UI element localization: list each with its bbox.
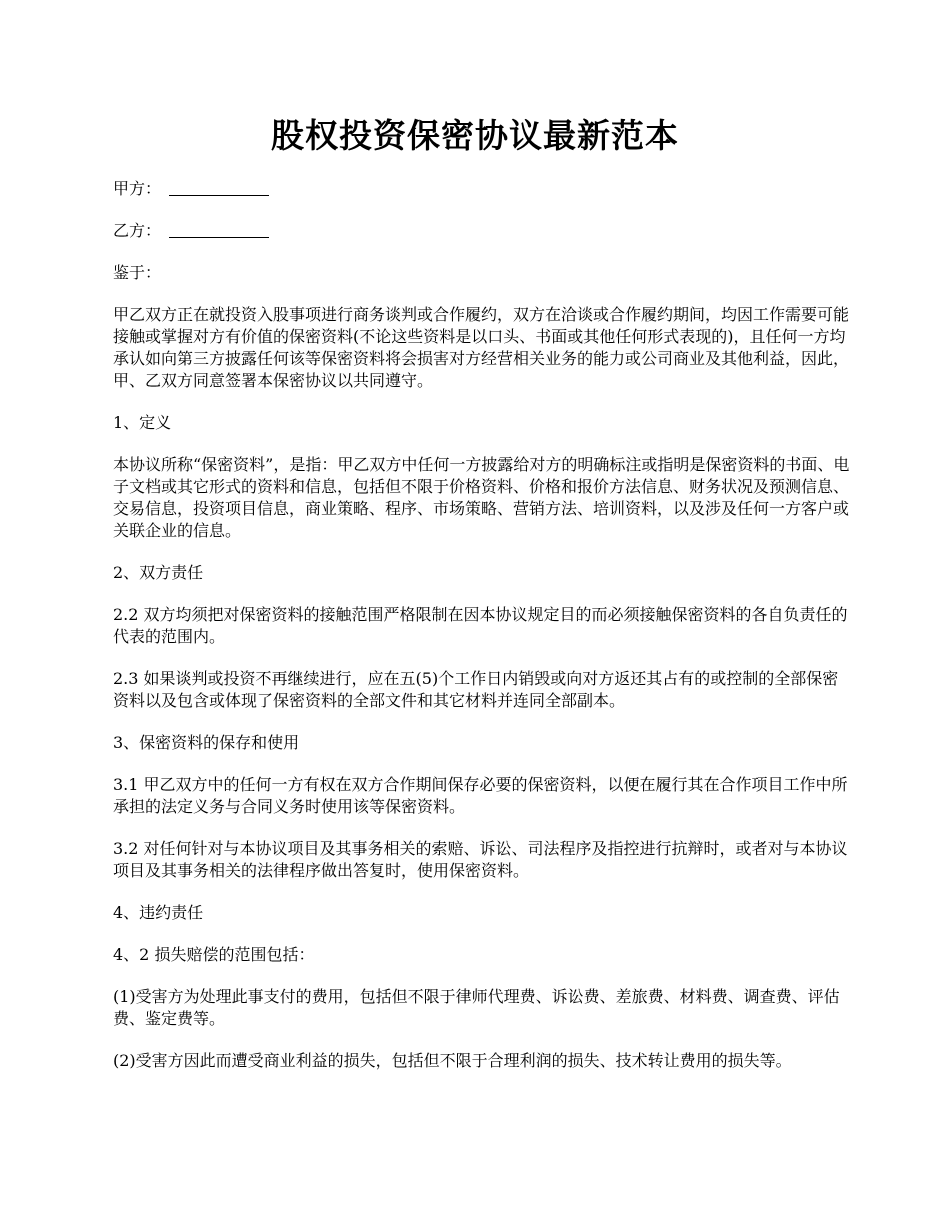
clause-3-1: 3.1 甲乙双方中的任何一方有权在双方合作期间保存必要的保密资料，以便在履行其在合作项目工作中所承担的法定义务与合同义务时使用该等保密资料。	[113, 775, 848, 816]
party-a-label: 甲方：	[113, 179, 162, 198]
clause-4-2: 4、2 损失赔偿的范围包括：	[113, 945, 315, 964]
party-b-blank	[169, 221, 269, 238]
preamble-paragraph: 甲乙双方正在就投资入股事项进行商务谈判或合作履约，双方在洽谈或合作履约期间，均因工作需要可能接触或掌握对方有价值的保密资料(不论这些资料是以口头、书面或其他任何形式表现的)，且任何一方均承认如向第三方披露任何该等保密资料将会损害对方经营相关业务的能力或公司商业及其他利益，因此，甲、乙双方同意签署本保密协议以共同遵守。	[113, 305, 850, 390]
clause-2-2: 2.2 双方均须把对保密资料的接触范围严格限制在因本协议规定目的而必须接触保密资料的各自负责任的代表的范围内。	[113, 605, 848, 646]
document-title: 股权投资保密协议最新范本	[271, 116, 679, 155]
section-3-heading: 3、保密资料的保存和使用	[113, 733, 300, 752]
party-a-line	[113, 178, 853, 200]
party-b-line	[113, 220, 853, 242]
damages-item-2: (2)受害方因此而遭受商业利益的损失，包括但不限于合理利润的损失、技术转让费用的损失等。	[113, 1051, 792, 1070]
whereas-label: 鉴于：	[113, 263, 162, 282]
section-4-heading: 4、违约责任	[113, 903, 204, 922]
clause-3-2: 3.2 对任何针对与本协议项目及其事务相关的索赔、诉讼、司法程序及指控进行抗辩时，或者对与本协议项目及其事务相关的法律程序做出答复时，使用保密资料。	[113, 839, 848, 880]
party-a-blank	[169, 179, 269, 196]
section-1-heading: 1、定义	[113, 413, 172, 432]
section-2-heading: 2、双方责任	[113, 563, 204, 582]
clause-2-3: 2.3 如果谈判或投资不再继续进行，应在五(5)个工作日内销毁或向对方返还其占有的或控制的全部保密资料以及包含或体现了保密资料的全部文件和其它材料并连同全部副本。	[113, 669, 839, 710]
definition-paragraph: 本协议所称“保密资料”，是指：甲乙双方中任何一方披露给对方的明确标注或指明是保密资料的书面、电子文档或其它形式的资料和信息，包括但不限于价格资料、价格和报价方法信息、财务状况及预测信息、交易信息，投资项目信息，商业策略、程序、市场策略、营销方法、培训资料，以及涉及任何一方客户或关联企业的信息。	[113, 455, 850, 540]
party-b-label: 乙方：	[113, 221, 162, 240]
damages-item-1: (1)受害方为处理此事支付的费用，包括但不限于律师代理费、诉讼费、差旅费、材料费、调查费、评估费、鉴定费等。	[113, 987, 840, 1028]
document-body	[113, 178, 853, 1092]
